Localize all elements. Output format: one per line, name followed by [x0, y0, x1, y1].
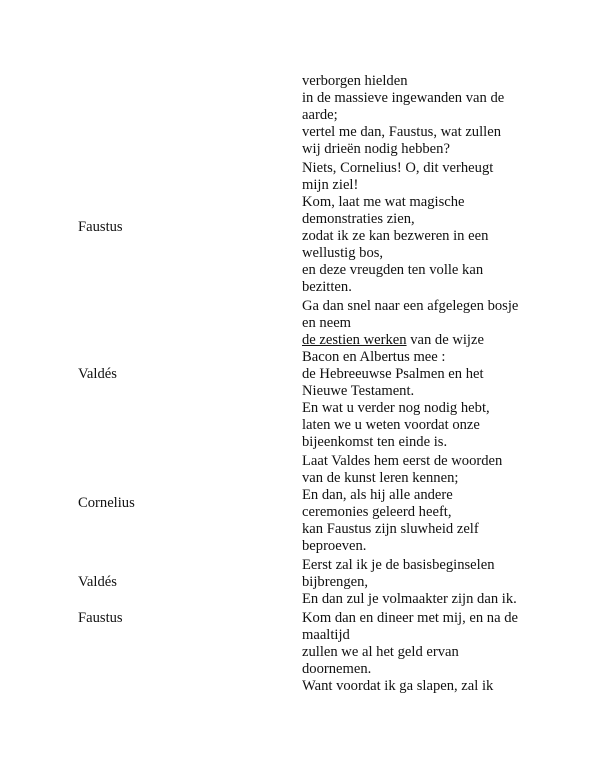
dialogue-line: bijeenkomst ten einde is.: [302, 434, 448, 450]
dialogue-line: ceremonies geleerd heeft,: [302, 504, 452, 520]
line-continuation: van de wijze: [406, 332, 484, 348]
dialogue-line: Want voordat ik ga slapen, zal ik: [302, 678, 494, 694]
speaker-name: Faustus: [78, 219, 123, 235]
dialogue-line: maaltijd: [302, 627, 350, 643]
dialogue-line: wellustig bos,: [302, 245, 384, 261]
dialogue-line: en neem: [302, 315, 352, 331]
dialogue-line: Laat Valdes hem eerst de woorden: [302, 453, 503, 469]
dialogue-line: laten we u weten voordat onze: [302, 417, 480, 433]
underlined-reference: de zestien werken: [302, 332, 407, 348]
dialogue-line: van de kunst leren kennen;: [302, 470, 459, 486]
dialogue-line: Nieuwe Testament.: [302, 383, 415, 399]
dialogue-line: zodat ik ze kan bezweren in een: [302, 228, 489, 244]
dialogue-line: aarde;: [302, 107, 338, 123]
dialogue-line: bezitten.: [302, 279, 352, 295]
speaker-name: Valdés: [78, 574, 117, 590]
dialogue-line: verborgen hielden: [302, 73, 408, 89]
dialogue-line: Ga dan snel naar een afgelegen bosje: [302, 298, 519, 314]
dialogue-line: Kom dan en dineer met mij, en na de: [302, 610, 518, 626]
dialogue-line: beproeven.: [302, 538, 367, 554]
dialogue-line: Kom, laat me wat magische: [302, 194, 465, 210]
dialogue-line: bijbrengen,: [302, 574, 369, 590]
dialogue-line: mijn ziel!: [302, 177, 359, 193]
dialogue-line: en deze vreugden ten volle kan: [302, 262, 484, 278]
dialogue-line: doornemen.: [302, 661, 372, 677]
dialogue-line: En dan zul je volmaakter zijn dan ik.: [302, 591, 517, 607]
dialogue-line: de Hebreeuwse Psalmen en het: [302, 366, 484, 382]
speaker-name: Cornelius: [78, 495, 135, 511]
dialogue-line: En wat u verder nog nodig hebt,: [302, 400, 490, 416]
speaker-name: Valdés: [78, 366, 117, 382]
dialogue-line: kan Faustus zijn sluwheid zelf: [302, 521, 479, 537]
speaker-name: Faustus: [78, 610, 123, 626]
dialogue-line: En dan, als hij alle andere: [302, 487, 453, 503]
dialogue-line: vertel me dan, Faustus, wat zullen: [302, 124, 501, 140]
dialogue-line: Bacon en Albertus mee :: [302, 349, 446, 365]
dialogue-line: Niets, Cornelius! O, dit verheugt: [302, 160, 494, 176]
dialogue-line: Eerst zal ik je de basisbeginselen: [302, 557, 495, 573]
dialogue-line: zullen we al het geld ervan: [302, 644, 459, 660]
dialogue-line: wij drieën nodig hebben?: [302, 141, 450, 157]
dialogue-line: in de massieve ingewanden van de: [302, 90, 505, 106]
dialogue-line: [302, 332, 484, 349]
dialogue-line: demonstraties zien,: [302, 211, 415, 227]
